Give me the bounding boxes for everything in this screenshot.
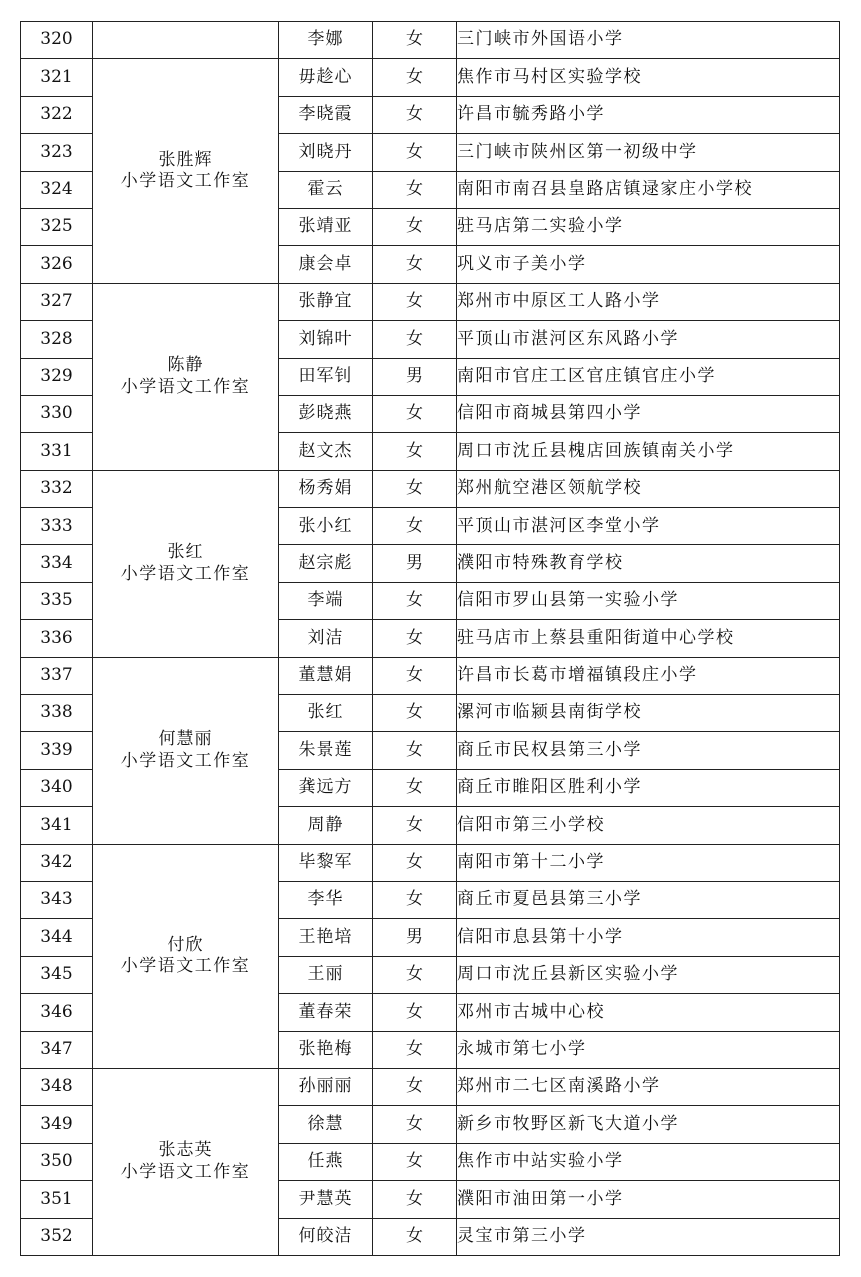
member-name: 王丽: [279, 956, 373, 993]
member-school: 三门峡市陕州区第一初级中学: [457, 134, 840, 171]
studio-cell: [93, 657, 279, 844]
member-name: 彭晓燕: [279, 395, 373, 432]
row-number: 347: [21, 1031, 93, 1068]
table-row: [21, 657, 840, 694]
member-school: 商丘市民权县第三小学: [457, 732, 840, 769]
member-gender: 女: [373, 994, 457, 1031]
member-gender: 女: [373, 208, 457, 245]
member-gender: 女: [373, 620, 457, 657]
member-school: 平顶山市湛河区东风路小学: [457, 321, 840, 358]
row-number: 324: [21, 171, 93, 208]
member-name: 赵宗彪: [279, 545, 373, 582]
row-number: 338: [21, 695, 93, 732]
studio-cell: [93, 22, 279, 59]
table-row: [21, 22, 840, 59]
row-number: 323: [21, 134, 93, 171]
member-gender: 女: [373, 732, 457, 769]
member-gender: 女: [373, 1143, 457, 1180]
studio-cell: [93, 59, 279, 283]
row-number: 350: [21, 1143, 93, 1180]
member-name: 何皎洁: [279, 1218, 373, 1255]
member-name: 赵文杰: [279, 433, 373, 470]
member-gender: 女: [373, 956, 457, 993]
member-school: 三门峡市外国语小学: [457, 22, 840, 59]
member-gender: 女: [373, 134, 457, 171]
member-name: 张红: [279, 695, 373, 732]
member-gender: 女: [373, 695, 457, 732]
table-row: [21, 59, 840, 96]
member-school: 濮阳市油田第一小学: [457, 1181, 840, 1218]
member-school: 邓州市古城中心校: [457, 994, 840, 1031]
member-name: 杨秀娟: [279, 470, 373, 507]
member-school: 信阳市息县第十小学: [457, 919, 840, 956]
row-number: 322: [21, 96, 93, 133]
member-name: 李端: [279, 582, 373, 619]
row-number: 337: [21, 657, 93, 694]
member-school: 新乡市牧野区新飞大道小学: [457, 1106, 840, 1143]
member-school: 巩义市子美小学: [457, 246, 840, 283]
member-gender: 女: [373, 470, 457, 507]
member-gender: 男: [373, 919, 457, 956]
member-name: 周静: [279, 807, 373, 844]
row-number: 330: [21, 395, 93, 432]
row-number: 336: [21, 620, 93, 657]
row-number: 352: [21, 1218, 93, 1255]
member-name: 徐慧: [279, 1106, 373, 1143]
row-number: 321: [21, 59, 93, 96]
studio-cell: [93, 844, 279, 1068]
member-name: 李晓霞: [279, 96, 373, 133]
row-number: 327: [21, 283, 93, 320]
member-school: 濮阳市特殊教育学校: [457, 545, 840, 582]
member-name: 董慧娟: [279, 657, 373, 694]
member-school: 郑州市中原区工人路小学: [457, 283, 840, 320]
member-school: 郑州市二七区南溪路小学: [457, 1068, 840, 1105]
member-name: 刘锦叶: [279, 321, 373, 358]
row-number: 325: [21, 208, 93, 245]
member-school: 南阳市南召县皇路店镇逯家庄小学校: [457, 171, 840, 208]
row-number: 328: [21, 321, 93, 358]
member-gender: 女: [373, 59, 457, 96]
studio-title: 小学语文工作室: [120, 171, 251, 192]
row-number: 346: [21, 994, 93, 1031]
studio-cell: [93, 1068, 279, 1255]
member-school: 郑州航空港区领航学校: [457, 470, 840, 507]
roster-body: [21, 22, 840, 1256]
studio-title: 小学语文工作室: [120, 1161, 251, 1182]
row-number: 342: [21, 844, 93, 881]
member-name: 毕黎军: [279, 844, 373, 881]
row-number: 341: [21, 807, 93, 844]
studio-title: 小学语文工作室: [120, 750, 251, 771]
member-gender: 女: [373, 1031, 457, 1068]
member-name: 李娜: [279, 22, 373, 59]
studio-leader: 张胜辉: [158, 149, 213, 170]
member-gender: 女: [373, 433, 457, 470]
member-gender: 女: [373, 1068, 457, 1105]
member-school: 驻马店第二实验小学: [457, 208, 840, 245]
member-school: 商丘市夏邑县第三小学: [457, 881, 840, 918]
member-school: 周口市沈丘县槐店回族镇南关小学: [457, 433, 840, 470]
studio-title: 小学语文工作室: [120, 563, 251, 584]
member-gender: 女: [373, 657, 457, 694]
row-number: 331: [21, 433, 93, 470]
row-number: 334: [21, 545, 93, 582]
member-gender: 女: [373, 508, 457, 545]
studio-leader: 陈静: [167, 355, 204, 376]
member-name: 任燕: [279, 1143, 373, 1180]
row-number: 351: [21, 1181, 93, 1218]
row-number: 329: [21, 358, 93, 395]
row-number: 333: [21, 508, 93, 545]
table-row: [21, 283, 840, 320]
studio-cell: [93, 470, 279, 657]
member-gender: 女: [373, 283, 457, 320]
table-row: [21, 1068, 840, 1105]
member-name: 张靖亚: [279, 208, 373, 245]
member-gender: 女: [373, 96, 457, 133]
member-gender: 女: [373, 769, 457, 806]
member-gender: 女: [373, 1218, 457, 1255]
studio-leader: 何慧丽: [158, 729, 213, 750]
member-gender: 女: [373, 321, 457, 358]
member-name: 田军钊: [279, 358, 373, 395]
member-gender: 女: [373, 1106, 457, 1143]
studio-leader: 付欣: [167, 934, 204, 955]
member-name: 康会卓: [279, 246, 373, 283]
member-school: 平顶山市湛河区李堂小学: [457, 508, 840, 545]
member-name: 孙丽丽: [279, 1068, 373, 1105]
member-name: 张静宜: [279, 283, 373, 320]
row-number: 335: [21, 582, 93, 619]
studio-title: 小学语文工作室: [120, 376, 251, 397]
member-school: 周口市沈丘县新区实验小学: [457, 956, 840, 993]
member-name: 董春荣: [279, 994, 373, 1031]
member-name: 张小红: [279, 508, 373, 545]
member-school: 漯河市临颍县南街学校: [457, 695, 840, 732]
row-number: 348: [21, 1068, 93, 1105]
member-gender: 女: [373, 881, 457, 918]
member-school: 焦作市马村区实验学校: [457, 59, 840, 96]
member-school: 许昌市毓秀路小学: [457, 96, 840, 133]
member-school: 商丘市睢阳区胜利小学: [457, 769, 840, 806]
member-name: 张艳梅: [279, 1031, 373, 1068]
row-number: 345: [21, 956, 93, 993]
member-gender: 女: [373, 807, 457, 844]
row-number: 326: [21, 246, 93, 283]
member-gender: 女: [373, 582, 457, 619]
member-name: 王艳培: [279, 919, 373, 956]
row-number: 339: [21, 732, 93, 769]
table-row: [21, 470, 840, 507]
member-gender: 男: [373, 545, 457, 582]
member-gender: 女: [373, 171, 457, 208]
member-school: 焦作市中站实验小学: [457, 1143, 840, 1180]
member-name: 李华: [279, 881, 373, 918]
studio-cell: [93, 283, 279, 470]
member-school: 信阳市商城县第四小学: [457, 395, 840, 432]
member-gender: 女: [373, 1181, 457, 1218]
member-name: 刘晓丹: [279, 134, 373, 171]
member-gender: 女: [373, 22, 457, 59]
member-school: 灵宝市第三小学: [457, 1218, 840, 1255]
member-name: 龚远方: [279, 769, 373, 806]
member-gender: 男: [373, 358, 457, 395]
member-school: 永城市第七小学: [457, 1031, 840, 1068]
member-name: 毋趁心: [279, 59, 373, 96]
member-school: 南阳市第十二小学: [457, 844, 840, 881]
member-school: 驻马店市上蔡县重阳街道中心学校: [457, 620, 840, 657]
member-name: 刘洁: [279, 620, 373, 657]
member-gender: 女: [373, 395, 457, 432]
row-number: 349: [21, 1106, 93, 1143]
member-name: 朱景莲: [279, 732, 373, 769]
row-number: 343: [21, 881, 93, 918]
row-number: 332: [21, 470, 93, 507]
member-gender: 女: [373, 246, 457, 283]
row-number: 344: [21, 919, 93, 956]
roster-table: [20, 21, 840, 1256]
member-school: 信阳市第三小学校: [457, 807, 840, 844]
studio-leader: 张红: [167, 542, 204, 563]
studio-title: 小学语文工作室: [120, 956, 251, 977]
member-name: 霍云: [279, 171, 373, 208]
member-school: 信阳市罗山县第一实验小学: [457, 582, 840, 619]
row-number: 320: [21, 22, 93, 59]
studio-leader: 张志英: [158, 1140, 213, 1161]
table-row: [21, 844, 840, 881]
member-school: 许昌市长葛市增福镇段庄小学: [457, 657, 840, 694]
row-number: 340: [21, 769, 93, 806]
member-school: 南阳市官庄工区官庄镇官庄小学: [457, 358, 840, 395]
member-name: 尹慧英: [279, 1181, 373, 1218]
member-gender: 女: [373, 844, 457, 881]
